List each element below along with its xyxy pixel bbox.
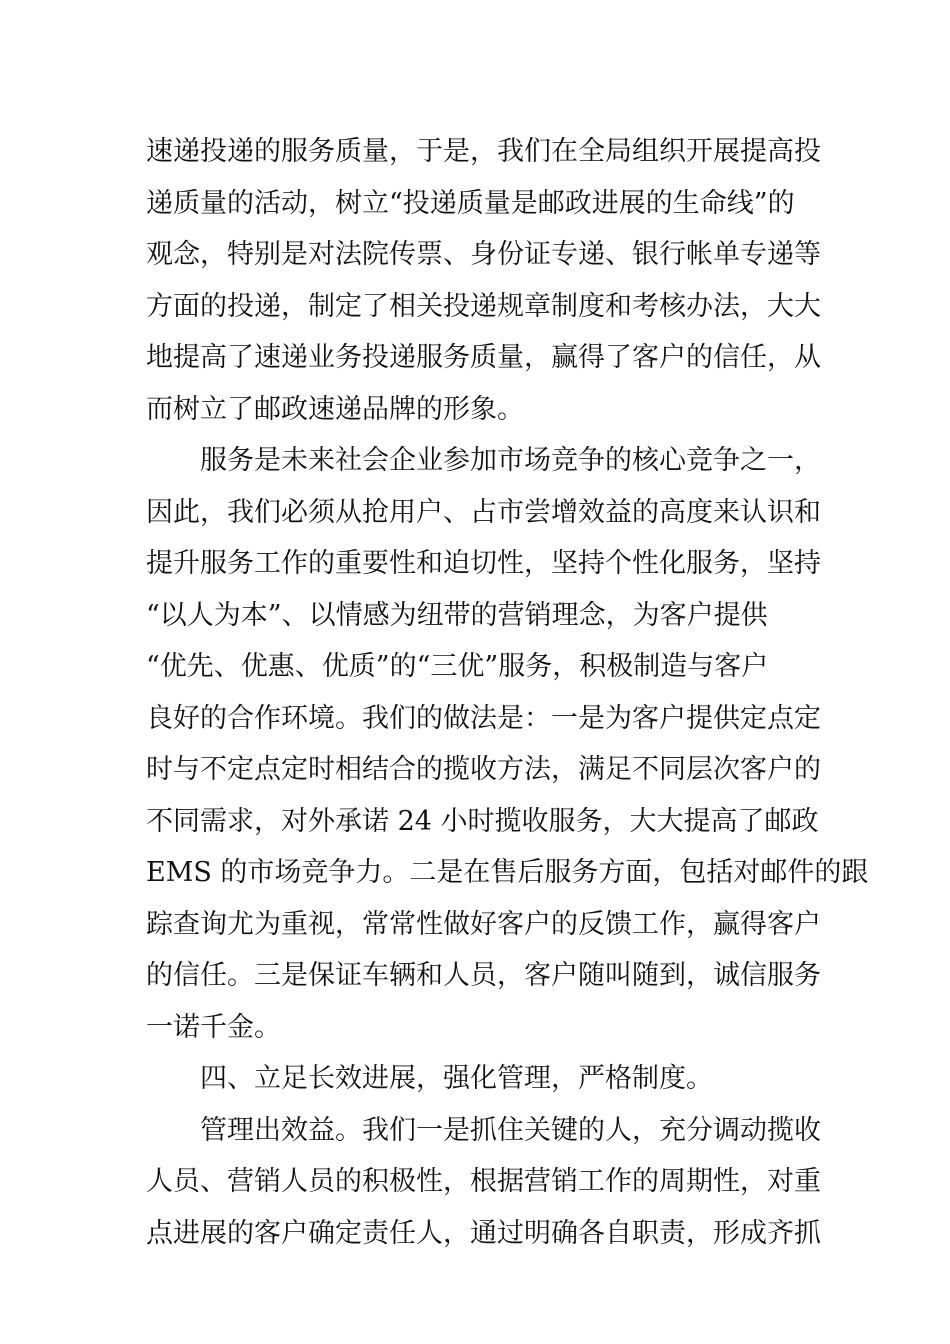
text-line: 速递投递的服务质量，于是，我们在全局组织开展提高投	[146, 136, 821, 167]
text-line: 提升服务工作的重要性和迫切性，坚持个性化服务，坚持	[146, 548, 821, 579]
text-line: 而树立了邮政速递品牌的形象。	[146, 393, 524, 425]
text-line: 人员、营销人员的积极性，根据营销工作的周期性，对重	[146, 1166, 821, 1197]
section-heading: 四、立足长效进展，强化管理，严格制度。	[200, 1063, 713, 1094]
text-line: EMS 的市场竞争力。二是在售后服务方面，包括对邮件的跟	[146, 857, 869, 888]
text-line: “优先、优惠、优质”的“三优”服务，积极制造与客户	[146, 651, 769, 682]
text-line: 观念，特别是对法院传票、身份证专递、银行帐单专递等	[146, 239, 821, 270]
text-line: 良好的合作环境。我们的做法是：一是为客户提供定点定	[146, 702, 821, 734]
text-line: 的信任。三是保证车辆和人员，客户随叫随到，诚信服务	[146, 960, 821, 991]
text-line: 因此，我们必须从抢用户、占市尝增效益的高度来认识和	[146, 496, 821, 528]
text-line: 递质量的活动，树立“投递质量是邮政进展的生命线”的	[146, 187, 795, 219]
paragraph-first-line: 管理出效益。我们一是抓住关键的人，充分调动揽收	[200, 1114, 821, 1146]
body-text	[146, 126, 869, 1259]
text-line: 地提高了速递业务投递服务质量，赢得了客户的信任，从	[146, 342, 821, 373]
text-line: 一诺千金。	[146, 1011, 281, 1043]
text-line: “以人为本”、以情感为纽带的营销理念，为客户提供	[146, 599, 768, 631]
text-line: 不同需求，对外承诺 24 小时揽收服务，大大提高了邮政	[146, 805, 819, 837]
paragraph-first-line: 服务是未来社会企业参加市场竞争的核心竞争之一，	[200, 445, 821, 476]
text-line: 踪查询尤为重视，常常性做好客户的反馈工作，赢得客户	[146, 908, 821, 940]
text-line: 点进展的客户确定责任人，通过明确各自职责，形成齐抓	[146, 1217, 821, 1249]
text-line: 方面的投递，制定了相关投递规章制度和考核办法，大大	[146, 290, 821, 322]
text-line: 时与不定点定时相结合的揽收方法，满足不同层次客户的	[146, 754, 821, 785]
